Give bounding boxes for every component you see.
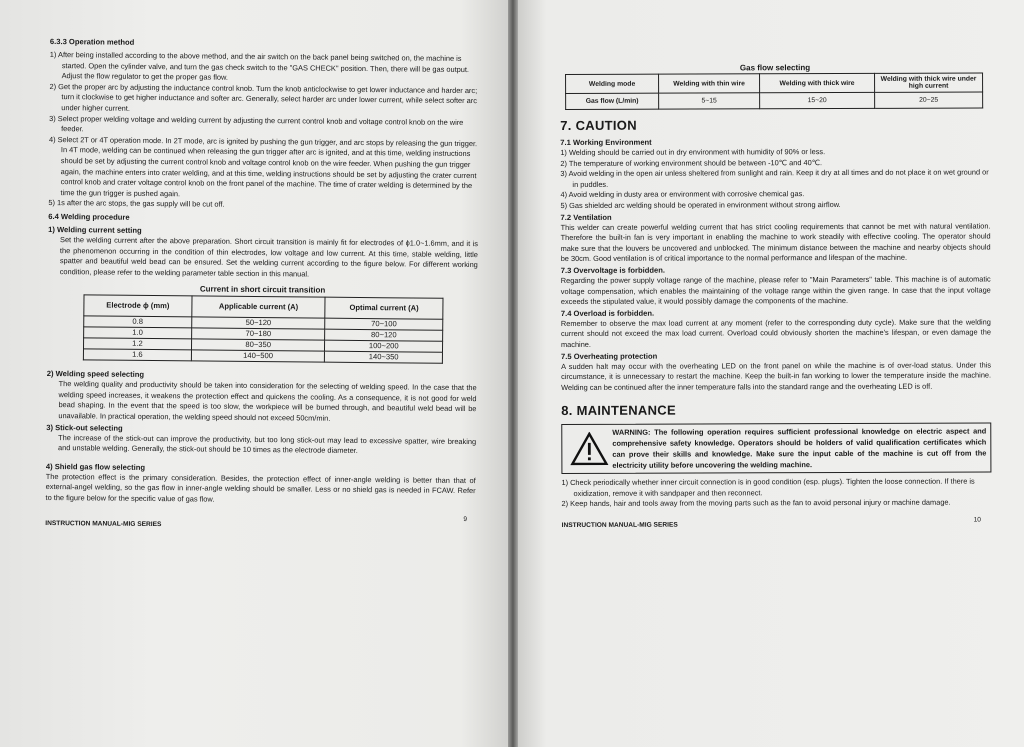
environment-item: 3) Avoid welding in the open air unless sheltered from sunlight and rain. Keep it dry at all times and do not place it on wet ground or in puddles.	[560, 167, 989, 189]
table-header-cell: Electrode ϕ (mm)	[84, 295, 192, 317]
gas-flow-table	[565, 73, 983, 110]
stick-out-title: 3) Stick-out selecting	[46, 422, 123, 433]
operation-step: 1) After being installed according to the above method, and the air switch on the back panel being switched on, the machine is started. Open the cylinder valve, and turn the gas check switch to the "GAS CHECK" position. Then, there will be gas output. Adjust the flow regulator to get the proper gas flow.	[49, 49, 470, 82]
short-circuit-current-table	[83, 295, 444, 364]
table-cell: 70~180	[191, 328, 325, 340]
page-number-10: 10	[973, 516, 981, 524]
table-cell: 80~120	[325, 329, 443, 341]
table-cell: 50~120	[192, 317, 326, 329]
table-cell: 1.0	[84, 327, 192, 339]
table-cell: 1.2	[83, 338, 191, 350]
operation-step: 5) 1s after the arc stops, the gas supply will be cut off.	[48, 198, 225, 209]
table-header-cell: Applicable current (A)	[192, 296, 326, 318]
table-cell: 1.6	[83, 349, 191, 361]
table-cell: 15~20	[760, 92, 875, 108]
warning-box	[561, 423, 991, 475]
working-environment-title: 7.1 Working Environment	[560, 137, 652, 147]
page-number-9: 9	[463, 515, 468, 523]
welding-current-setting-body: Set the welding current after the above preparation. Short circuit transition is mainly fit for electrodes of ϕ1.0~1.6mm, and it is the phenomenon occurring in the condition of thin electrodes, low voltage and low current. At this time, stable welding, little spatter and beautiful weld bead can be ensured. Set the welding current according to the figure below. For different working condition, please refer to the welding parameter table section in this manual.	[59, 235, 479, 279]
section-6-3-3-title: 6.3.3 Operation method	[49, 36, 135, 47]
book-gutter	[508, 0, 518, 747]
overheating-body: A sudden halt may occur with the overheating LED on the front panel on while the machine is of over-load status. Under this circumstance, it is unnecessary to restart the machine. Keep the built-in fan working to lower the temperature inside the machine. Welding can be continued after the inner temperature falls into the standard range and the overheating LED is off.	[561, 359, 992, 392]
warning-triangle-icon	[566, 427, 612, 471]
overvoltage-title: 7.3 Overvoltage is forbidden.	[560, 265, 665, 275]
operation-step: 2) Get the proper arc by adjusting the inductance control knob. Turn the knob anticlockwise to get lower inductance and harder arc; turn it clockwise to get higher inductance and softer arc. Generally, select harder arc under lower current, while select softer arc under higher current.	[49, 81, 478, 113]
table-header-cell: Optimal current (A)	[325, 297, 443, 319]
shield-gas-body: The protection effect is the primary consideration. Besides, the protection effect of inner-angle welding is better than that of external-angel welding, so the gas flow in inner-angle welding should be smaller. Less or no shield gas is needed in FCAW. Refer to the figure below for the specific value of gas flow.	[45, 471, 476, 504]
environment-item: 2) The temperature of working environment should be between -10℃ and 40℃.	[560, 157, 823, 168]
section-6-4-title: 6.4 Welding procedure	[48, 211, 130, 222]
table-header-cell: Welding with thin wire	[659, 74, 760, 93]
operation-step: 3) Select proper welding voltage and welding current by adjusting the current control knob and voltage control knob on the wire feeder.	[49, 113, 464, 134]
table-cell: 80~350	[191, 339, 325, 351]
table-cell: 0.8	[84, 316, 192, 328]
overvoltage-body: Regarding the power supply voltage range of the machine, please refer to "Main Parameters" table. This machine is of automatic voltage compensation, which enables the maintaining of the voltage range within the given range. In case that the input voltage exceeds the stipulated value, it would possibly damage the components of the machine.	[560, 274, 991, 307]
maintenance-item: 2) Keep hands, hair and tools away from the moving parts such as the fan to avoid personal injury or machine damage.	[561, 498, 951, 509]
table-header-cell: Welding mode	[566, 74, 659, 93]
left-page-content	[45, 36, 480, 528]
table-cell: 20~25	[875, 92, 983, 108]
table-cell: 70~100	[325, 318, 443, 330]
maintenance-heading: 8. MAINTENANCE	[561, 402, 676, 419]
welding-speed-title: 2) Welding speed selecting	[46, 369, 145, 380]
table-header-cell: Welding with thick wire under high current	[875, 73, 983, 92]
ventilation-title: 7.2 Ventilation	[560, 212, 612, 222]
left-footer: INSTRUCTION MANUAL-MIG SERIES	[45, 519, 162, 528]
ventilation-body: This welder can create powerful welding current that has strict cooling requirements that cannot be met with natural ventilation. Therefore the built-in fan is very important in enabling the machine to work steadily with effective cooling. The operator should make sure that the louvers be uncovered and unblocked. The minimum distance between the machine and nearby objects should be 30cm. Good ventilation is of critical importance to the normal performance and lifespan of the machine.	[560, 221, 991, 264]
environment-item: 4) Avoid welding in dusty area or environment with corrosive chemical gas.	[560, 189, 805, 200]
overheating-title: 7.5 Overheating protection	[561, 351, 658, 361]
gas-flow-caption: Gas flow selecting	[739, 63, 811, 73]
environment-item: 5) Gas shielded arc welding should be operated in environment without strong airflow.	[560, 199, 841, 210]
overload-body: Remember to observe the max load current at any moment (refer to the corresponding duty cycle). Make sure that the welding current should not exceed the max load current. Overload could obviously shorten the machine's lifespan, or even damage the machine.	[560, 317, 991, 349]
welding-current-setting-title: 1) Welding current setting	[48, 224, 142, 235]
table-cell: 140~500	[191, 350, 325, 362]
table-cell: 140~350	[325, 351, 443, 363]
current-table-caption: Current in short circuit transition	[199, 284, 326, 295]
stick-out-body: The increase of the stick-out can improve the productivity, but too long stick-out may lead to excessive spatter, wire breaking and unstable welding. Generally, the stick-out should be 10 times as the electrode diameter.	[58, 432, 477, 456]
right-page-content	[560, 62, 992, 530]
table-header-cell: Welding with thick wire	[760, 73, 875, 92]
right-footer: INSTRUCTION MANUAL-MIG SERIES	[561, 521, 678, 530]
operation-step: 4) Select 2T or 4T operation mode. In 2T mode, arc is ignited by pushing the gun trigger, and arc stops by releasing the gun trigger. In 4T mode, welding can be continued when releasing the gun trigger after arc is ignited, and at this time, welding instructions should be set by adjusting the current control knob and voltage control knob on the wire feeder. When pushing the gun trigger again, the machine enters into crater welding, and at this time, welding instructions should be set by adjusting the crater current control knob and crater voltage control knob on the front panel of the machine. The time of crater welding is determined by the time the gun trigger is pushed again.	[48, 134, 478, 198]
warning-text: WARNING: The following operation requires sufficient professional knowledge on electric aspect and comprehensive safety knowledge. Operators should be holders of valid qualification certificates which can prove their skills and knowledge. Make sure the input cable of the machine is cut off from the electricity utility before uncovering the welding machine.	[612, 426, 987, 471]
table-cell: Gas flow (L/min)	[566, 93, 659, 109]
table-cell: 5~15	[659, 93, 760, 109]
maintenance-item: 1) Check periodically whether inner circuit connection is in good condition (esp. plugs). Tighten the loose connection. If there is oxidization, remove it with sandpaper and then reconnect.	[561, 476, 975, 498]
table-cell: 100~200	[325, 340, 443, 352]
environment-item: 1) Welding should be carried out in dry environment with humidity of 90% or less.	[560, 147, 826, 157]
table-row	[566, 92, 983, 109]
welding-speed-body: The welding quality and productivity should be taken into consideration for the selecting of welding speed. In the case that the welding speed increases, it weakens the protection effect and quickens the cooling. As a consequence, it is not good for weld bead shaping. In the event that the speed is too slow, the workpiece will be burned through, and beautiful weld bead will be unavailable. In practical operation, the welding speed should not exceed 50cm/min.	[58, 379, 477, 423]
shield-gas-title: 4) Shield gas flow selecting	[45, 461, 146, 472]
caution-heading: 7. CAUTION	[560, 117, 637, 133]
overload-title: 7.4 Overload is forbidden.	[560, 308, 655, 318]
table-header-row	[566, 73, 983, 93]
